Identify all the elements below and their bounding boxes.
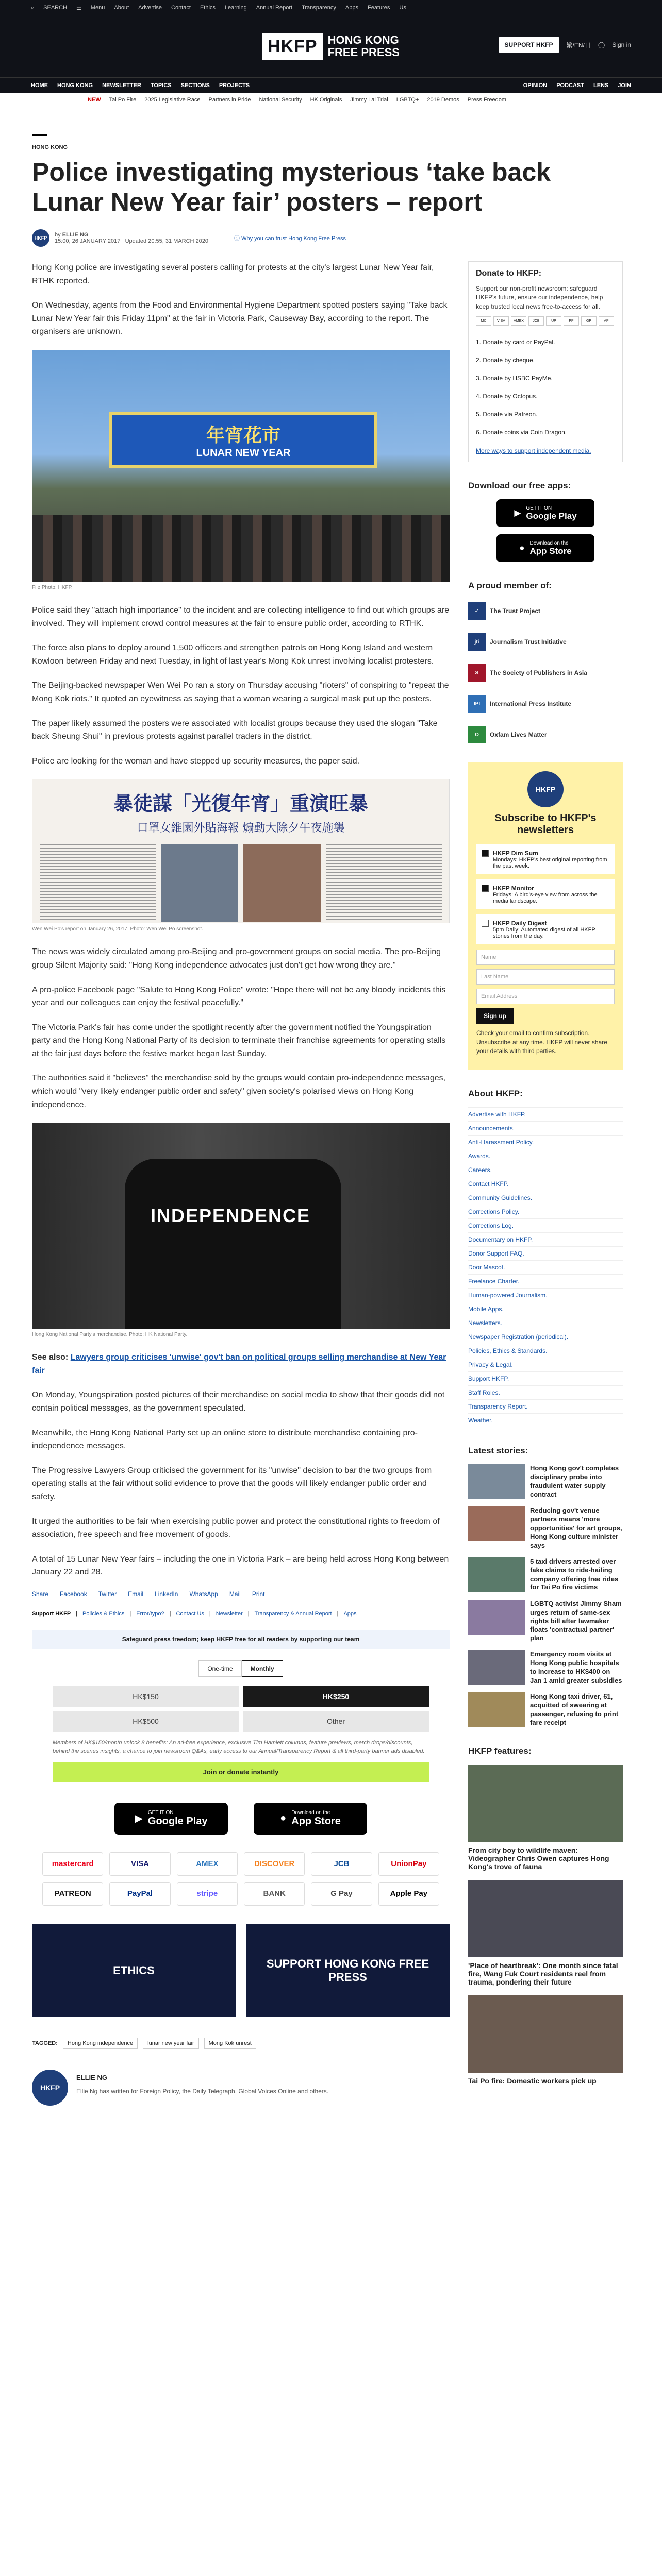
app-store-badge[interactable] (496, 534, 594, 562)
trending-link[interactable]: 2025 Legislative Race (144, 96, 201, 103)
main-nav (0, 77, 662, 93)
menu-icon[interactable]: ☰ (76, 5, 81, 11)
support-banner[interactable]: SUPPORT HONG KONG FREE PRESS (246, 1924, 450, 2017)
amount-option[interactable]: Other (243, 1711, 429, 1732)
newsletter-option[interactable] (476, 844, 615, 874)
google-play-badge[interactable] (114, 1803, 228, 1835)
amount-option[interactable]: HK$150 (53, 1686, 239, 1707)
photo-caption: Hong Kong National Party's merchandise. Photo: HK National Party. (32, 1332, 188, 1338)
name-field[interactable]: Name (476, 950, 615, 965)
donate-method[interactable]: 2. Donate by cheque. (476, 351, 615, 369)
sopa-icon: S (468, 664, 486, 682)
last-name-field[interactable]: Last Name (476, 969, 615, 985)
signin-link[interactable]: Sign in (612, 41, 631, 48)
share-whatsapp[interactable]: WhatsApp (189, 1590, 218, 1598)
paragraph: The force also plans to deploy around 1,500 officers and strengthen patrols on Hong Kong Island and western Kowloon between Friday and next Tuesday, in light of last year's Mong Kok unrest involving localist protesters. (32, 643, 434, 666)
bank-icon[interactable]: BANK (244, 1882, 305, 1906)
info-icon: ⓘ (234, 235, 240, 242)
article-category[interactable]: HONG KONG (32, 144, 68, 150)
paragraph: The news was widely circulated among pro-Beijing and pro-government groups on social media. The pro-Beijing group Silent Majority said: "Hong Kong independence advocates just don't get how wrong they are." (32, 947, 441, 970)
feature-item[interactable] (468, 1765, 623, 1871)
newspaper-text-block (40, 844, 156, 922)
publish-date: 15:00, 26 JANUARY 2017 (55, 238, 121, 244)
paragraph: The Progressive Lawyers Group criticised the government for its "unwise" decision to bar the two groups from operating stalls at the fair without solid evidence to prove that the goods will likely endanger public order and safety. (32, 1466, 432, 1501)
google-pay-icon[interactable]: G Pay (311, 1882, 372, 1906)
footer-link[interactable]: Support HKFP (32, 1610, 71, 1617)
user-icon[interactable]: ◯ (598, 41, 605, 48)
badge-big-text: App Store (529, 546, 572, 556)
topbar-link[interactable]: Annual Report (256, 5, 293, 11)
story-thumbnail[interactable] (468, 1650, 525, 1685)
card-icon: GP (581, 316, 597, 326)
paragraph: Police said they "attach high importance" to the incident and are collecting intelligence to find out which groups are involved. They will implement crowd control measures at the fair to ensure public order, according to RTHK. (32, 605, 450, 628)
language-switch[interactable]: 繁/EN/日 (566, 41, 591, 49)
newspaper-subhead: 口罩女維園外貼海報 煽動大除夕午夜施襲 (137, 822, 345, 835)
donate-method[interactable]: 1. Donate by card or PayPal. (476, 333, 615, 351)
partner-name: Oxfam Lives Matter (490, 731, 547, 739)
topbar-link[interactable]: Menu (90, 5, 105, 11)
about-link[interactable]: Support HKFP. (468, 1371, 623, 1385)
oxfam-icon: O (468, 726, 486, 743)
story-thumbnail[interactable] (468, 1557, 525, 1592)
footer-link[interactable]: Transparency & Annual Report (254, 1610, 332, 1617)
topbar-link[interactable]: About (114, 5, 129, 11)
nl-desc: 5pm Daily: Automated digest of all HKFP stories from the day. (493, 927, 595, 940)
story-title[interactable]: Hong Kong taxi driver, 61, acquitted of swearing at passenger, refusing to print fare receipt (530, 1692, 619, 1726)
nav-item[interactable]: OPINION (523, 82, 548, 89)
byline (32, 229, 630, 247)
about-link[interactable]: Privacy & Legal. (468, 1358, 623, 1371)
see-also-label: See also: (32, 1353, 69, 1362)
logo-line: HONG KONG (327, 33, 399, 46)
paragraph: On Monday, Youngspiration posted pictures of their merchandise on social media to show that their goods did not contain political messages, as the government speculated. (32, 1391, 445, 1413)
sign-text-cn: 年宵花市 (206, 424, 280, 446)
feature-image[interactable] (468, 1995, 623, 2073)
nav-item[interactable]: TOPICS (150, 82, 172, 89)
story-thumbnail[interactable] (468, 1600, 525, 1635)
feature-item[interactable] (468, 1880, 623, 1986)
paragraph: A total of 15 Lunar New Year fairs – including the one in Victoria Park – are being held across Hong Kong between January 22 and 28. (32, 1554, 449, 1577)
partner-name: Journalism Trust Initiative (490, 638, 567, 646)
nav-item[interactable]: JOIN (618, 82, 631, 89)
mastercard-icon[interactable]: mastercard (42, 1852, 103, 1876)
trending-link[interactable]: Tai Po Fire (109, 96, 137, 103)
about-link[interactable]: Awards. (468, 1149, 623, 1163)
feature-image[interactable] (468, 1880, 623, 1957)
fair-photo[interactable] (32, 350, 450, 582)
donate-title: Donate to HKFP: (476, 269, 542, 278)
visa-icon[interactable]: VISA (109, 1852, 170, 1876)
logo-mark: HKFP (262, 33, 323, 60)
story-item[interactable] (468, 1692, 623, 1727)
badge-small-text: Download on the (291, 1809, 330, 1816)
freq-monthly[interactable]: Monthly (242, 1660, 283, 1677)
trending-link[interactable]: National Security (259, 96, 302, 103)
about-link[interactable]: Corrections Policy. (468, 1205, 623, 1218)
card-icon: UP (546, 316, 561, 326)
feature-image[interactable] (468, 1765, 623, 1842)
share-linkedin[interactable]: LinkedIn (155, 1590, 178, 1598)
paragraph: The Beijing-backed newspaper Wen Wei Po ran a story on Thursday accusing "rioters" of conspiring to "repeat the Mong Kok riots." It quoted an eyewitness as saying that a woman wearing a surgical mask put up the posters. (32, 681, 449, 703)
feature-title[interactable]: 'Place of heartbreak': One month since fatal fire, Wang Fuk Court residents reel from trauma, pondering their future (468, 1961, 618, 1987)
about-link[interactable]: Community Guidelines. (468, 1191, 623, 1205)
about-link[interactable]: Contact HKFP. (468, 1177, 623, 1191)
proud-member-title: A proud member of: (468, 581, 552, 591)
share-print[interactable]: Print (252, 1590, 265, 1598)
share-email[interactable]: Email (128, 1590, 144, 1598)
newspaper-headline: 暴徒謀「光復年宵」重演旺暴 (113, 792, 368, 816)
about-link[interactable]: Freelance Charter. (468, 1274, 623, 1288)
donate-methods (476, 333, 615, 441)
badge-big-text: Google Play (526, 511, 577, 521)
story-thumbnail[interactable] (468, 1506, 525, 1541)
story-item[interactable] (468, 1506, 623, 1550)
more-ways-link[interactable]: More ways to support independent media. (476, 447, 591, 455)
title-rule (32, 134, 47, 136)
author-name[interactable]: ELLIE NG (76, 2073, 107, 2081)
join-button[interactable]: Join or donate instantly (53, 1762, 429, 1782)
safeguard-banner[interactable]: Safeguard press freedom; keep HKFP free for all readers by supporting our team (32, 1630, 450, 1649)
about-link[interactable]: Human-powered Journalism. (468, 1288, 623, 1302)
card-icon: VISA (493, 316, 509, 326)
story-title[interactable]: Reducing gov't venue partners means 'more opportunities' for art groups, Hong Kong culture minister says (530, 1506, 622, 1549)
partner-logo[interactable] (468, 599, 623, 623)
jcb-icon[interactable]: JCB (311, 1852, 372, 1876)
checkbox[interactable] (482, 920, 489, 927)
footer-link[interactable]: Newsletter (216, 1610, 243, 1617)
trust-link[interactable] (234, 234, 346, 242)
partner-name: The Society of Publishers in Asia (490, 669, 587, 677)
about-link[interactable]: Donor Support FAQ. (468, 1246, 623, 1260)
about-link[interactable]: Advertise with HKFP. (468, 1107, 623, 1121)
badge-big-text: App Store (291, 1815, 341, 1827)
app-badges (32, 1803, 450, 1835)
sign-text-en: LUNAR NEW YEAR (196, 447, 291, 459)
promo-banners (32, 1924, 450, 2017)
story-item[interactable] (468, 1650, 623, 1685)
story-title[interactable]: Emergency room visits at Hong Kong public hospitals to increase to HK$400 on Jan 1 amid greater subsidies (530, 1650, 622, 1684)
tag-list (32, 2038, 450, 2049)
author-avatar-large[interactable]: HKFP (32, 2070, 68, 2106)
amex-icon[interactable]: AMEX (177, 1852, 238, 1876)
card-icon: AP (599, 316, 614, 326)
logo-line: FREE PRESS (327, 46, 400, 59)
nav-item[interactable]: LENS (593, 82, 609, 89)
newspaper-photo (161, 844, 238, 922)
topbar-link[interactable]: Ethics (200, 5, 216, 11)
apple-icon: ● (519, 543, 525, 553)
newsletter-title: Subscribe to HKFP's newsletters (494, 812, 597, 836)
article-footer-links: Support HKFP | Policies & Ethics | Error/typo? | Contact Us | Newsletter | Transparency & Annual Report | Apps (32, 1606, 450, 1621)
story-item[interactable] (468, 1464, 623, 1499)
nav-item[interactable]: SECTIONS (180, 82, 210, 89)
story-title[interactable]: Hong Kong gov't completes disciplinary probe into fraudulent water supply contract (530, 1464, 619, 1499)
top-utility-bar (0, 0, 662, 15)
footer-link[interactable]: Apps (343, 1610, 357, 1617)
paragraph: The authorities said it "believes" the merchandise sold by the groups would contain pro-independence messages, which would "very likely endanger public order and safety" given society's polarised views on Hong Kong independence. (32, 1074, 446, 1109)
partner-name: International Press Institute (490, 700, 572, 708)
signup-button[interactable]: Sign up (476, 1008, 514, 1024)
features-title: HKFP features: (468, 1746, 532, 1756)
merchandise-photo[interactable] (32, 1123, 450, 1329)
feature-title[interactable]: Tai Po fire: Domestic workers pick up (468, 2077, 597, 2086)
story-title[interactable]: 5 taxi drivers arrested over fake claims to ride-hailing company offering free rides for Tai Po fire victims (530, 1557, 619, 1591)
author-avatar: HKFP (32, 229, 49, 247)
trending-bar (0, 93, 662, 107)
freq-one-time[interactable]: One-time (198, 1660, 241, 1677)
support-button[interactable]: SUPPORT HKFP (499, 37, 559, 53)
share-mail[interactable]: Mail (229, 1590, 241, 1598)
badge-small-text: GET IT ON (147, 1809, 174, 1816)
nav-item[interactable]: PODCAST (556, 82, 584, 89)
nav-item[interactable]: NEWSLETTER (102, 82, 141, 89)
fair-sign (109, 412, 377, 468)
tshirt-print: INDEPENDENCE (151, 1205, 311, 1227)
trust-project-icon: ✓ (468, 602, 486, 620)
ethics-banner[interactable]: ETHICS (32, 1924, 236, 2017)
paragraph: Hong Kong police are investigating several posters calling for protests at the city's largest Lunar New Year fair, RTHK reported. (32, 263, 434, 285)
trending-link[interactable]: Partners in Pride (208, 96, 251, 103)
paragraph: A pro-police Facebook page "Salute to Hong Kong Police" wrote: "Hope there will not be any bloody incidents this year and our colleagues can enjoy the festival peacefully." (32, 985, 446, 1008)
share-label[interactable]: Share (32, 1590, 49, 1598)
nl-desc: Mondays: HKFP's best original reporting from the past week. (493, 857, 607, 870)
topbar-link[interactable]: Learning (224, 5, 247, 11)
hkfp-badge-icon: HKFP (527, 771, 564, 807)
about-link[interactable]: Transparency Report. (468, 1399, 623, 1413)
newsletter-option[interactable] (476, 879, 615, 909)
jti-icon: jti (468, 633, 486, 651)
story-item[interactable] (468, 1600, 623, 1643)
paragraph: Police are looking for the woman and have stepped up security measures, the paper said. (32, 756, 360, 766)
about-title: About HKFP: (468, 1089, 523, 1099)
story-thumbnail[interactable] (468, 1692, 525, 1727)
paypal-icon[interactable]: PayPal (109, 1882, 170, 1906)
paragraph: Meanwhile, the Hong Kong National Party set up an online store to distribute merchandise containing pro-independence messages. (32, 1428, 418, 1451)
latest-title: Latest stories: (468, 1446, 528, 1456)
masthead (0, 15, 662, 77)
donation-amounts (32, 1686, 450, 1732)
about-link[interactable]: Careers. (468, 1163, 623, 1177)
newsletter-option[interactable] (476, 914, 615, 944)
trending-link[interactable]: 2019 Demos (427, 96, 459, 103)
paragraph: The paper likely assumed the posters were associated with localist groups because they used the slogan "Take back Sheung Shui" in previous protests against parallel traders in the district. (32, 719, 438, 741)
paragraph: On Wednesday, agents from the Food and Environmental Hygiene Department spotted posters saying "Take back Lunar New Year fair this Friday 11pm" at the fair in Victoria Park, Causeway Bay, according to the report. The organisers are unknown. (32, 301, 448, 336)
email-field[interactable]: Email Address (476, 989, 615, 1004)
trending-link[interactable]: LGBTQ+ (396, 96, 419, 103)
about-link[interactable]: Announcements. (468, 1121, 623, 1135)
amount-option-selected[interactable]: HK$250 (243, 1686, 429, 1707)
new-badge: NEW (88, 96, 101, 103)
story-thumbnail[interactable] (468, 1464, 525, 1499)
newspaper-photo (243, 844, 321, 922)
apple-icon: ● (280, 1812, 287, 1824)
about-link[interactable]: Corrections Log. (468, 1218, 623, 1232)
story-item[interactable] (468, 1557, 623, 1592)
nav-item[interactable]: HOME (31, 82, 48, 89)
play-icon: ▶ (514, 508, 521, 518)
donate-method[interactable]: 6. Donate coins via Coin Dragon. (476, 423, 615, 441)
apps-title: Download our free apps: (468, 481, 571, 491)
apple-pay-icon[interactable]: Apple Pay (378, 1882, 439, 1906)
membership-note: Members of HK$150/month unlock 8 benefits: An ad-free experience, exclusive Tim Hamlett columns, feature previews, merch drops/discounts, behind the scenes insights, a chance to join newsroom Q&As, early access to our Annual/Transparency Report & all third-party banner ads disabled. (53, 1739, 425, 1755)
donate-box (468, 261, 623, 462)
share-twitter[interactable]: Twitter (98, 1590, 117, 1598)
card-icon: AMEX (511, 316, 526, 326)
sidebar (468, 261, 623, 2106)
byline-prefix: by (55, 232, 61, 238)
newsletter-footer: Check your email to confirm subscription. Unsubscribe at any time. HKFP will never share your details with third parties. (476, 1029, 607, 1055)
about-link[interactable]: Staff Roles. (468, 1385, 623, 1399)
nav-item[interactable]: HONG KONG (57, 82, 93, 89)
payment-methods (42, 1852, 439, 1906)
card-icons (476, 316, 615, 326)
paragraph: The Victoria Park's fair has come under the spotlight recently after the government notified the Youngspiration party and the Hong Kong National Party of its decision to terminate their franchise agreements for operating stalls at the fair just days before the festive market began last Sunday. (32, 1023, 446, 1058)
about-link[interactable]: Mobile Apps. (468, 1302, 623, 1316)
about-link[interactable]: Policies, Ethics & Standards. (468, 1344, 623, 1358)
trending-link[interactable]: Jimmy Lai Trial (350, 96, 388, 103)
article-body (32, 261, 450, 2106)
about-link[interactable]: Newspaper Registration (periodical). (468, 1330, 623, 1344)
see-also (32, 1351, 450, 1377)
topbar-link[interactable]: Features (368, 5, 390, 11)
paragraph: It urged the authorities to be fair when exercising public power and protect the constitutional rights to freedom of association, free speech and free movement of goods. (32, 1517, 440, 1539)
features-list (468, 1765, 623, 2085)
crowd (32, 515, 450, 582)
stripe-icon[interactable]: stripe (177, 1882, 238, 1906)
partner-logo[interactable] (468, 723, 623, 747)
frequency-toggle (32, 1660, 450, 1677)
tag[interactable]: Hong Kong independence (63, 2038, 138, 2049)
story-title[interactable]: LGBTQ activist Jimmy Sham urges return of same-sex rights bill after lawmaker floats 'contractual partner' plan (530, 1599, 622, 1642)
footer-link[interactable]: Error/typo? (136, 1610, 164, 1617)
nav-item[interactable]: PROJECTS (219, 82, 250, 89)
about-link[interactable]: Newsletters. (468, 1316, 623, 1330)
amount-option[interactable]: HK$500 (53, 1711, 239, 1732)
discover-icon[interactable]: DISCOVER (244, 1852, 305, 1876)
article-title: Police investigating mysterious ‘take back Lunar New Year fair’ posters – report (32, 158, 551, 216)
trending-link[interactable]: HK Originals (310, 96, 342, 103)
topbar-link[interactable]: Apps (345, 5, 358, 11)
topbar-link[interactable]: SEARCH (43, 5, 68, 11)
about-link[interactable]: Documentary on HKFP. (468, 1232, 623, 1246)
nl-name: HKFP Dim Sum (493, 850, 538, 857)
tags-label: TAGGED: (32, 2040, 58, 2046)
card-icon: PP (564, 316, 579, 326)
topbar-link[interactable]: Contact (171, 5, 191, 11)
site-logo[interactable] (262, 33, 400, 60)
footer-link[interactable]: Policies & Ethics (82, 1610, 125, 1617)
search-icon[interactable]: ⌕ (31, 4, 35, 11)
newspaper-screenshot[interactable] (32, 779, 450, 923)
badge-small-text: GET IT ON (526, 505, 552, 511)
tshirt (125, 1159, 341, 1329)
nl-name: HKFP Monitor (493, 885, 534, 892)
feature-item[interactable] (468, 1995, 623, 2085)
partner-name: The Trust Project (490, 607, 541, 615)
checkbox-checked[interactable] (482, 850, 489, 857)
tag[interactable]: lunar new year fair (143, 2038, 199, 2049)
nl-name: HKFP Daily Digest (493, 920, 547, 927)
updated-date: Updated 20:55, 31 MARCH 2020 (125, 238, 209, 244)
badge-big-text: Google Play (147, 1815, 208, 1827)
donate-intro: Support our non-profit newsroom: safeguard HKFP's future, ensure our independence, help keep trusted local news free-to-access for all. (476, 285, 603, 310)
card-icon: JCB (528, 316, 544, 326)
play-icon: ▶ (135, 1813, 143, 1825)
unionpay-icon[interactable]: UnionPay (378, 1852, 439, 1876)
about-link[interactable]: Weather. (468, 1413, 623, 1427)
author-link[interactable]: ELLIE NG (62, 232, 89, 238)
google-play-badge[interactable] (496, 499, 594, 527)
donate-method[interactable]: 4. Donate by Octopus. (476, 387, 615, 405)
donate-method[interactable]: 3. Donate by HSBC PayMe. (476, 369, 615, 387)
topbar-link[interactable]: Transparency (302, 5, 336, 11)
card-icon: MC (476, 316, 491, 326)
newsletter-box (468, 762, 623, 1070)
photo-caption: Wen Wei Po's report on January 26, 2017. Photo: Wen Wei Po screenshot. (32, 926, 203, 933)
share-bar (32, 1590, 450, 1598)
app-store-badge[interactable] (254, 1803, 367, 1835)
patreon-icon[interactable]: PATREON (42, 1882, 103, 1906)
feature-title[interactable]: From city boy to wildlife maven: Videographer Chris Owen captures Hong Kong's trove of fauna (468, 1846, 609, 1871)
author-box (32, 2070, 450, 2106)
donate-method[interactable]: 5. Donate via Patreon. (476, 405, 615, 423)
newspaper-text-block (326, 844, 442, 922)
logo-wordmark (328, 34, 400, 59)
partner-logo[interactable] (468, 661, 623, 685)
about-link[interactable]: Anti-Harassment Policy. (468, 1135, 623, 1149)
partner-logo[interactable] (468, 692, 623, 716)
checkbox-checked[interactable] (482, 885, 489, 892)
latest-stories (468, 1464, 623, 1727)
topbar-link[interactable]: Us (399, 5, 406, 11)
share-facebook[interactable]: Facebook (60, 1590, 87, 1598)
photo-caption: File Photo: HKFP. (32, 584, 73, 590)
tag[interactable]: Mong Kok unrest (204, 2038, 256, 2049)
topbar-link[interactable]: Advertise (138, 5, 162, 11)
trending-link[interactable]: Press Freedom (467, 96, 506, 103)
about-list (468, 1107, 623, 1427)
ipi-icon: IPI (468, 695, 486, 713)
author-bio: Ellie Ng has written for Foreign Policy, the Daily Telegraph, Global Voices Online and others. (76, 2087, 329, 2095)
nl-desc: Fridays: A bird's-eye view from across the media landscape. (493, 892, 598, 905)
footer-link[interactable]: Contact Us (176, 1610, 204, 1617)
trust-link-label: Why you can trust Hong Kong Free Press (241, 235, 346, 242)
badge-small-text: Download on the (529, 540, 569, 546)
about-link[interactable]: Door Mascot. (468, 1260, 623, 1274)
partner-logo[interactable] (468, 630, 623, 654)
see-also-link[interactable]: Lawyers group criticises 'unwise' gov't ban on political groups selling merchandise at New Year fair (32, 1353, 446, 1375)
